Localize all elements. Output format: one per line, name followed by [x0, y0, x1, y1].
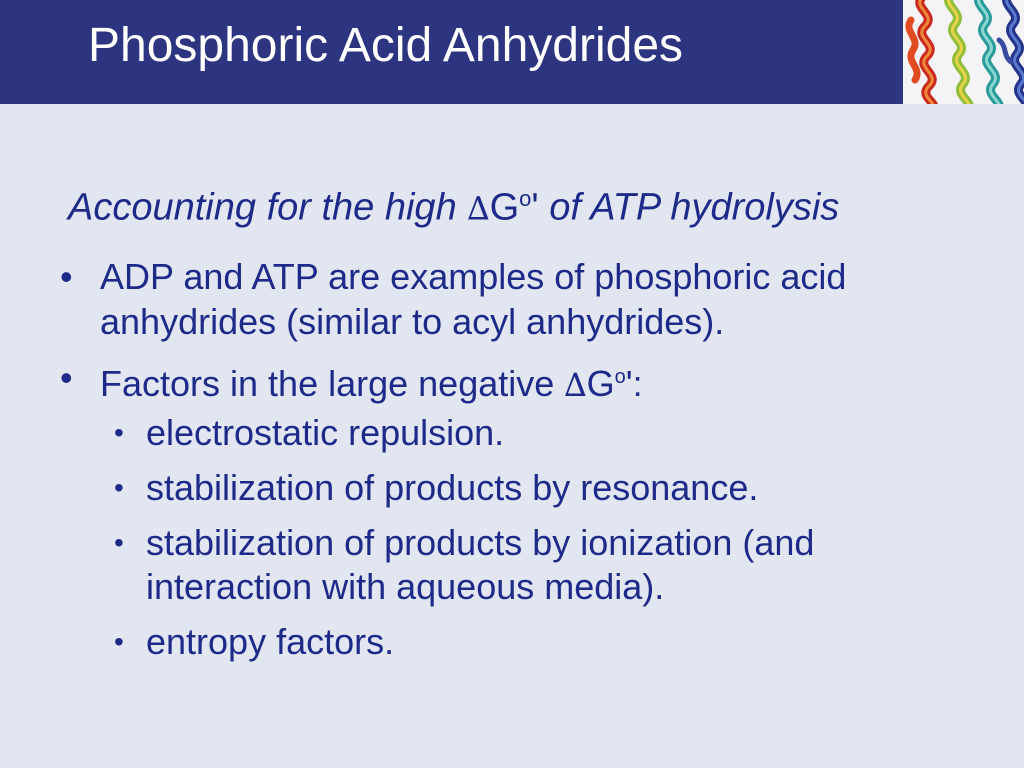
- slide-title: Phosphoric Acid Anhydrides: [88, 19, 684, 72]
- gibbs-g: G: [489, 186, 520, 229]
- bullet-text: Factors in the large negative: [100, 363, 565, 404]
- sub-bullet-item: [114, 620, 966, 664]
- slide-subtitle: [68, 176, 839, 232]
- bullet-item: [60, 254, 970, 344]
- standard-state-superscript: o: [614, 366, 626, 388]
- standard-state-superscript: o: [519, 186, 532, 211]
- gibbs-g: G: [586, 363, 615, 404]
- title-bar: [0, 0, 903, 104]
- subtitle-text: Accounting for the high: [68, 186, 468, 229]
- bullet-text: ADP and ATP are examples of phosphoric acid anhydrides (similar to acyl anhydrides).: [100, 256, 847, 342]
- sub-bullet-dot: •: [114, 626, 124, 657]
- prime-mark: ': [531, 186, 539, 229]
- sub-bullet-text: stabilization of products by resonance.: [146, 467, 759, 508]
- bullet-item: [60, 355, 970, 408]
- sub-bullet-text: stabilization of products by ionization (and interaction with aqueous media).: [146, 522, 815, 607]
- bullet-dot: •: [60, 357, 73, 398]
- sub-bullet-item: [114, 466, 966, 510]
- bullet-dot: •: [60, 256, 73, 297]
- subtitle-text-end: of ATP hydrolysis: [538, 186, 840, 229]
- protein-structure-image: [903, 0, 1024, 104]
- delta-symbol: ∆: [467, 189, 490, 228]
- sub-bullet-item: [114, 411, 966, 455]
- delta-symbol: ∆: [564, 366, 587, 404]
- sub-bullet-dot: •: [114, 472, 124, 503]
- protein-helix-icon: [903, 0, 1024, 104]
- sub-bullet-text: entropy factors.: [146, 621, 395, 662]
- sub-bullet-dot: •: [114, 527, 124, 558]
- sub-bullet-dot: •: [114, 417, 124, 448]
- sub-bullet-item: [114, 521, 966, 609]
- sub-bullet-text: electrostatic repulsion.: [146, 412, 505, 453]
- bullet-text-end: ':: [625, 363, 643, 404]
